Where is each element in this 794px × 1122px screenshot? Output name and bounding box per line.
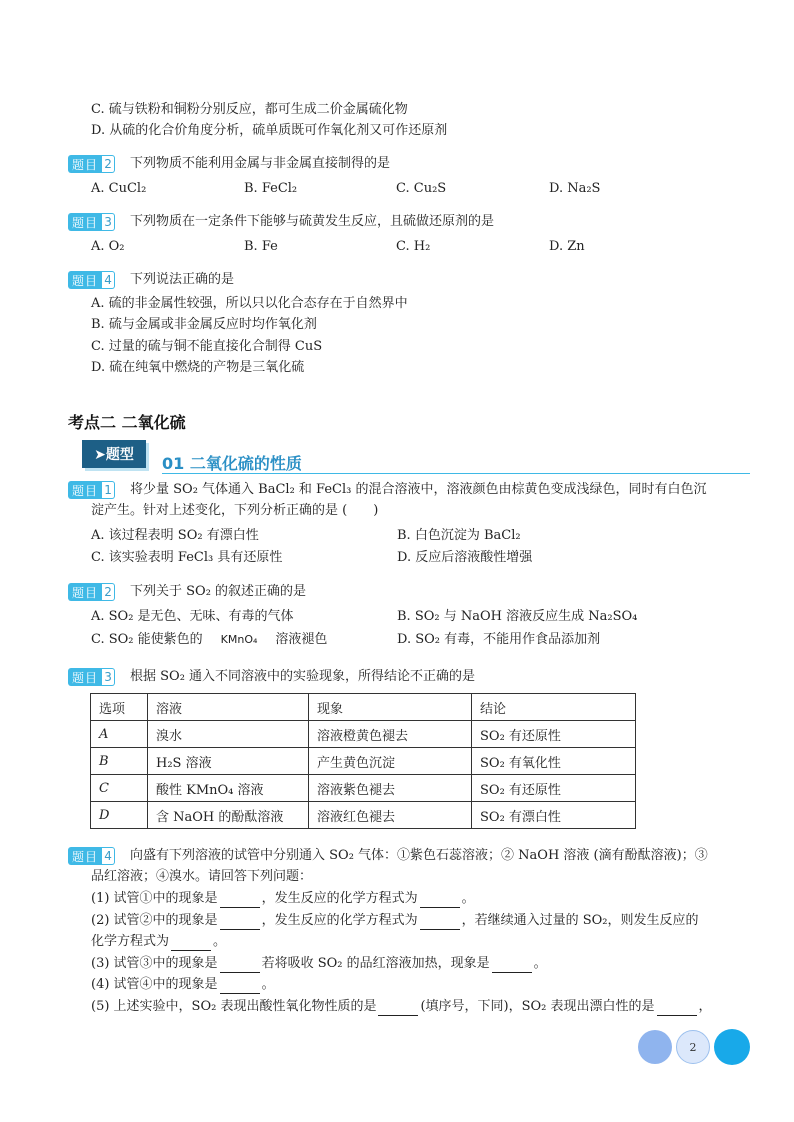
option-a: A. CuCl₂ (91, 181, 147, 196)
badge-number: 1 (102, 481, 115, 499)
table-cell: B (91, 748, 148, 775)
sub-question-text: 。 (213, 934, 227, 949)
question-stem: 向盛有下列溶液的试管中分别通入 SO₂ 气体：①紫色石蕊溶液；② NaOH 溶液 (滴有酚酞溶液)；③ (130, 848, 708, 863)
question-stem-continued: 品红溶液；④溴水。请回答下列问题： (91, 869, 313, 884)
answer-blank[interactable] (378, 1001, 418, 1016)
prev-question-option-d: D. 从硫的化合价角度分析，硫单质既可作氧化剂又可作还原剂 (91, 123, 448, 138)
sub-question-3 (91, 955, 547, 973)
badge-label: 题目 (68, 271, 102, 289)
option-d: D. Zn (549, 239, 585, 254)
option-d: D. 硫在纯氧中燃烧的产物是三氧化硫 (91, 360, 305, 375)
table-cell: SO₂ 有还原性 (472, 721, 636, 748)
subsection-title: 01 二氧化硫的性质 (162, 454, 302, 473)
badge-number: 4 (102, 847, 115, 865)
sub-question-text: (3) 试管③中的现象是 (91, 956, 218, 971)
option-a: A. 该过程表明 SO₂ 有漂白性 (91, 528, 259, 543)
option-a: A. 硫的非金属性较强，所以只以化合态存在于自然界中 (91, 296, 408, 311)
experiment-table (90, 693, 636, 829)
question-stem: 下列物质不能利用金属与非金属直接制得的是 (130, 156, 391, 171)
sub-question-text: (5) 上述实验中，SO₂ 表现出酸性氧化物性质的是 (91, 999, 377, 1014)
answer-blank[interactable] (657, 1001, 697, 1016)
option-b: B. 白色沉淀为 BaCl₂ (397, 528, 521, 543)
sub-question-text: ，若继续通入过量的 SO₂，则发生反应的 (461, 913, 699, 928)
table-header-cell: 选项 (91, 694, 148, 721)
table-cell: A (91, 721, 148, 748)
page-number-badge (638, 1030, 750, 1064)
option-c (91, 631, 327, 649)
answer-blank[interactable] (220, 893, 260, 908)
question-badge (68, 583, 115, 601)
badge-label: 题目 (68, 847, 102, 865)
section-title: 考点二 二氧化硫 (68, 413, 186, 432)
answer-blank[interactable] (171, 936, 211, 951)
option-b: B. SO₂ 与 NaOH 溶液反应生成 Na₂SO₄ (397, 609, 638, 624)
badge-number: 3 (102, 668, 115, 686)
badge-number: 4 (102, 271, 115, 289)
option-b: B. Fe (244, 239, 278, 254)
sub-question-5 (91, 998, 712, 1016)
option-b: B. FeCl₂ (244, 181, 298, 196)
question-stem: 将少量 SO₂ 气体通入 BaCl₂ 和 FeCl₃ 的混合溶液中，溶液颜色由棕黄色变成浅绿色，同时有白色沉 (130, 482, 707, 497)
option-d: D. 反应后溶液酸性增强 (397, 550, 533, 565)
subsection-divider (162, 473, 750, 474)
badge-label: 题目 (68, 213, 102, 231)
sub-question-text: ， (698, 999, 712, 1014)
question-stem-continued: 淀产生。针对上述变化，下列分析正确的是 ( ) (91, 503, 379, 518)
kmno4-formula: KMnO₄ (220, 633, 258, 646)
table-cell: 含 NaOH 的酚酞溶液 (148, 802, 309, 829)
sub-question-2-continued (91, 933, 226, 951)
sub-question-text: (填序号，下同)，SO₂ 表现出漂白性的是 (420, 999, 655, 1014)
table-cell: 溶液紫色褪去 (309, 775, 472, 802)
badge-label: 题目 (68, 583, 102, 601)
question-badge (68, 271, 115, 289)
badge-number: 2 (102, 583, 115, 601)
sub-question-text: 。 (533, 956, 547, 971)
option-c: C. H₂ (396, 239, 431, 254)
table-row (91, 748, 636, 775)
option-c: C. 该实验表明 FeCl₃ 具有还原性 (91, 550, 283, 565)
table-row (91, 721, 636, 748)
table-cell: D (91, 802, 148, 829)
table-header-row (91, 694, 636, 721)
sub-question-text: (4) 试管④中的现象是 (91, 977, 218, 992)
question-badge (68, 213, 115, 231)
option-c: C. 过量的硫与铜不能直接化合制得 CuS (91, 339, 323, 354)
table-cell: 溶液橙黄色褪去 (309, 721, 472, 748)
question-badge (68, 155, 115, 173)
badge-number: 3 (102, 213, 115, 231)
sub-question-text: ，发生反应的化学方程式为 (261, 891, 418, 906)
prev-question-option-c: C. 硫与铁粉和铜粉分别反应，都可生成二价金属硫化物 (91, 102, 408, 117)
table-header-cell: 结论 (472, 694, 636, 721)
question-type-tag: ➤题型 (82, 440, 146, 468)
badge-label: 题目 (68, 155, 102, 173)
question-badge (68, 847, 115, 865)
answer-blank[interactable] (420, 893, 460, 908)
table-header-cell: 溶液 (148, 694, 309, 721)
badge-number: 2 (102, 155, 115, 173)
sub-question-text: ，发生反应的化学方程式为 (261, 913, 418, 928)
option-c: C. Cu₂S (396, 181, 447, 196)
sub-question-text: 化学方程式为 (91, 934, 170, 949)
option-d: D. SO₂ 有毒，不能用作食品添加剂 (397, 632, 601, 647)
table-row (91, 802, 636, 829)
sub-question-text: 。 (461, 891, 475, 906)
question-badge (68, 481, 115, 499)
table-header-cell: 现象 (309, 694, 472, 721)
answer-blank[interactable] (220, 979, 260, 994)
table-cell: 溴水 (148, 721, 309, 748)
option-b: B. 硫与金属或非金属反应时均作氧化剂 (91, 317, 317, 332)
question-stem: 下列说法正确的是 (130, 272, 235, 287)
table-row (91, 775, 636, 802)
answer-blank[interactable] (492, 958, 532, 973)
badge-label: 题目 (68, 481, 102, 499)
sub-question-4 (91, 976, 275, 994)
question-stem: 下列物质在一定条件下能够与硫黄发生反应，且硫做还原剂的是 (130, 214, 495, 229)
sub-question-1 (91, 890, 475, 908)
decor-circle (714, 1029, 750, 1065)
decor-circle (638, 1030, 672, 1064)
option-d: D. Na₂S (549, 181, 601, 196)
table-cell: 溶液红色褪去 (309, 802, 472, 829)
option-a: A. SO₂ 是无色、无味、有毒的气体 (91, 609, 294, 624)
table-cell: H₂S 溶液 (148, 748, 309, 775)
table-cell: C (91, 775, 148, 802)
badge-label: 题目 (68, 668, 102, 686)
table-cell: 产生黄色沉淀 (309, 748, 472, 775)
question-badge (68, 668, 115, 686)
answer-blank[interactable] (220, 958, 260, 973)
answer-blank[interactable] (420, 915, 460, 930)
sub-question-text: (1) 试管①中的现象是 (91, 891, 218, 906)
sub-question-2 (91, 912, 699, 930)
table-cell: SO₂ 有漂白性 (472, 802, 636, 829)
table-cell: SO₂ 有氧化性 (472, 748, 636, 775)
option-c-prefix: C. SO₂ 能使紫色的 (91, 632, 203, 647)
option-c-suffix: 溶液褪色 (275, 632, 328, 647)
sub-question-text: 若将吸收 SO₂ 的品红溶液加热，现象是 (261, 956, 490, 971)
question-stem: 根据 SO₂ 通入不同溶液中的实验现象，所得结论不正确的是 (130, 669, 476, 684)
answer-blank[interactable] (220, 915, 260, 930)
sub-question-text: (2) 试管②中的现象是 (91, 913, 218, 928)
table-cell: SO₂ 有还原性 (472, 775, 636, 802)
question-stem: 下列关于 SO₂ 的叙述正确的是 (130, 584, 307, 599)
sub-question-text: 。 (261, 977, 275, 992)
page-number: 2 (676, 1030, 710, 1064)
table-cell: 酸性 KMnO₄ 溶液 (148, 775, 309, 802)
option-a: A. O₂ (91, 239, 125, 254)
